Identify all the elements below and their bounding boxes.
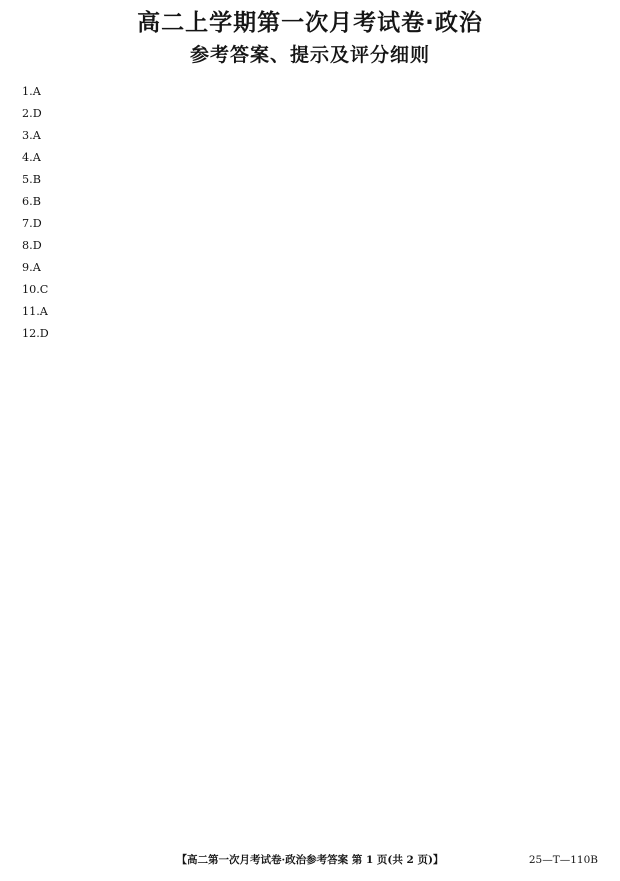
answer-item [22, 192, 598, 213]
answer-head [22, 258, 56, 279]
answer-item [22, 170, 598, 191]
answer-explanation [56, 148, 598, 169]
answer-explanation [56, 126, 598, 147]
answer-explanation [56, 324, 598, 345]
answer-explanation [56, 214, 598, 235]
answer-item [22, 104, 598, 125]
answer-number: 5. [22, 173, 33, 186]
answer-choice: A [32, 85, 41, 98]
answer-item [22, 302, 598, 323]
answer-head [22, 170, 56, 191]
answer-number: 2. [22, 107, 33, 120]
answer-head [22, 302, 56, 323]
answer-number: 8. [22, 239, 33, 252]
answer-head [22, 148, 56, 169]
answer-number: 9. [22, 261, 33, 274]
answer-explanation [56, 104, 598, 125]
answer-choice: D [32, 239, 42, 252]
answer-head [22, 192, 56, 213]
answer-item [22, 236, 598, 257]
answer-head [22, 236, 56, 257]
answer-choice: D [32, 107, 42, 120]
answer-choice: A [32, 151, 41, 164]
page-subtitle: 参考答案、提示及评分细则 [189, 44, 430, 66]
answer-explanation [56, 192, 598, 213]
answer-number: 12. [22, 327, 40, 340]
answer-choice: A [39, 305, 48, 318]
answer-number: 11. [22, 305, 40, 318]
answer-item [22, 214, 598, 235]
answer-head [22, 214, 56, 235]
answer-explanation [56, 236, 598, 257]
answer-explanation [56, 170, 598, 191]
answer-item [22, 258, 598, 279]
answer-choice: A [32, 129, 41, 142]
answer-item [22, 148, 598, 169]
answer-choice: B [32, 173, 41, 186]
page-title: 高二上学期第一次月考试卷·政治 [137, 10, 483, 36]
answer-explanation [56, 302, 598, 323]
answer-choice: B [32, 195, 41, 208]
answer-explanation [56, 82, 598, 103]
answer-item [22, 126, 598, 147]
footer-code: 25—T—110B [528, 854, 598, 866]
answer-choice: D [32, 217, 42, 230]
answer-choice: A [32, 261, 41, 274]
answer-item [22, 280, 598, 301]
answer-explanation [56, 258, 598, 279]
answer-item [22, 82, 598, 103]
answer-head [22, 280, 56, 301]
answer-head [22, 324, 56, 345]
answer-number: 1. [22, 85, 33, 98]
answer-item [22, 324, 598, 345]
answer-explanation [56, 280, 598, 301]
answer-number: 7. [22, 217, 33, 230]
answer-number: 3. [22, 129, 33, 142]
answer-number: 6. [22, 195, 33, 208]
answer-head [22, 104, 56, 125]
answer-list [22, 82, 598, 345]
footer-page-info: 【高二第一次月考试卷·政治参考答案 第 1 页(共 2 页)】 [176, 854, 444, 866]
answer-choice: D [39, 327, 49, 340]
answer-head [22, 82, 56, 103]
answer-number: 10. [22, 283, 40, 296]
answer-choice: C [39, 283, 49, 296]
answer-head [22, 126, 56, 147]
answer-number: 4. [22, 151, 33, 164]
